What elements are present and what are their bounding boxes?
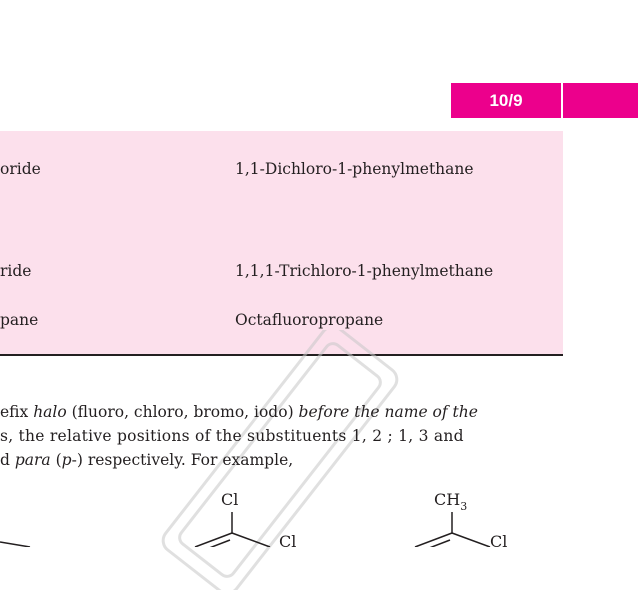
body-line-1 (0, 403, 562, 421)
table-row-2-common: ride (0, 262, 32, 280)
ring-bond-left (195, 533, 232, 547)
left-structure (0, 490, 296, 547)
term-p: p (61, 451, 72, 469)
table-row-2-iupac: 1,1,1-Trichloro-1-phenylmethane (235, 262, 494, 280)
body-line-1-part-a: efix (0, 403, 34, 421)
body-line-3-part-a: d (0, 451, 15, 469)
table-row-3-iupac: Octafluoropropane (235, 311, 384, 329)
left-edge-bond (0, 542, 30, 547)
structure-examples (0, 480, 638, 547)
page-tab-strip (563, 83, 638, 118)
cl-label-right-2: Cl (490, 532, 508, 547)
nomenclature-table (0, 131, 563, 355)
body-line-3-part-b: ( (50, 451, 62, 469)
table-row-3-common: pane (0, 311, 39, 329)
ch-subscript: 3 (460, 500, 468, 513)
right-structure (415, 490, 507, 547)
ring-bond-right (232, 533, 270, 547)
cl-label-top: Cl (221, 490, 239, 509)
page-number: 10/9 (489, 90, 523, 110)
cl-label-right: Cl (279, 532, 297, 547)
page-number-tab (451, 83, 561, 118)
term-halo: halo (33, 403, 67, 421)
term-para: para (14, 451, 51, 469)
table-bottom-rule (0, 354, 563, 356)
ch3-label (434, 490, 467, 513)
body-line-1-part-b: (fluoro, chloro, bromo, iodo) (66, 403, 299, 421)
ring-bond-left-2 (415, 533, 452, 547)
ring-bond-right-2 (452, 533, 490, 547)
ring-double-bond (204, 540, 230, 547)
body-line-2-text: s, the relative positions of the substituents 1, 2 ; 1, 3 and (0, 427, 464, 445)
body-line-3-part-c: -) respectively. For example, (71, 451, 294, 469)
body-line-2 (0, 427, 562, 445)
body-line-3 (0, 451, 562, 469)
table-row-1-common: oride (0, 160, 41, 178)
ch-text: CH (434, 490, 461, 509)
table-row-1-iupac: 1,1-Dichloro-1-phenylmethane (235, 160, 474, 178)
body-line-1-emphasis: before the name of the (298, 403, 478, 421)
ring-double-bond-2 (424, 540, 450, 547)
